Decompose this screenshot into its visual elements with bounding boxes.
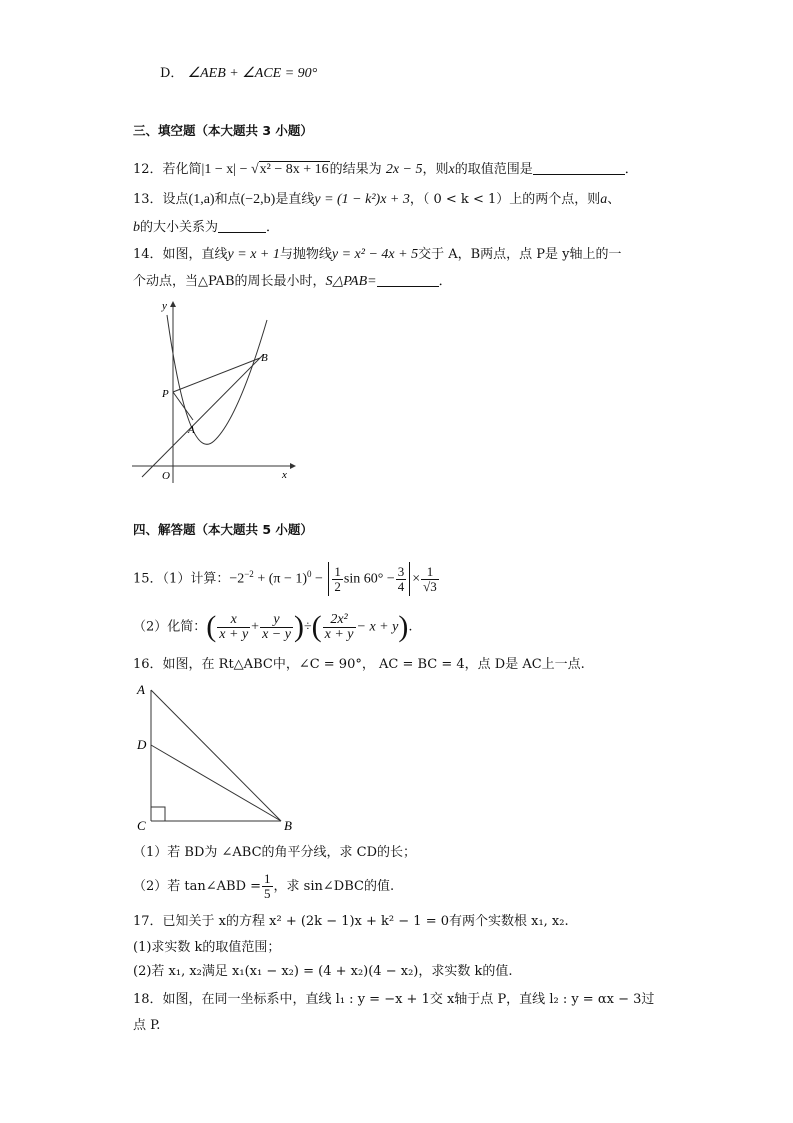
fraction-one-fifth: $\frac{1}{5}$ (264, 871, 271, 901)
q14-parabola-figure (130, 295, 300, 490)
question-16-part-1: （1）若 BD为 ∠ABC的角平分线，求 CD的长； (133, 845, 417, 860)
option-d-expression: ∠AEB + ∠ACE = 90° (187, 66, 318, 81)
label-a: A (188, 424, 195, 436)
label-y: y (162, 300, 167, 312)
question-17-intro: 17．已知关于 x的方程 x² + (2k − 1)x + k² − 1 = 0有两个实数根 x₁, x₂. (133, 914, 569, 929)
segment-pb (173, 358, 260, 392)
question-17-part-1: (1)求实数 k的取值范围； (133, 940, 281, 955)
segment-pa (173, 392, 193, 420)
label-b: B (284, 818, 292, 833)
question-15-part-2: （2）化简：( $\frac{x}{x + y}$ + $\frac{y}{x - y}$ )÷( $\frac{\text{2x²}}{x + y}$ − x + y). (133, 610, 413, 643)
label-x: x (282, 469, 287, 481)
q16-triangle-figure (134, 680, 304, 835)
x-axis-arrow (290, 463, 296, 469)
answer-blank-12[interactable] (533, 160, 625, 175)
question-18-line-1: 18．如图，在同一坐标系中，直线 l₁ : y = −x + 1交 x轴于点 P，直线 l₂ : y = αx − 3过 (133, 992, 655, 1007)
option-d: D． ∠AEB + ∠ACE = 90° (160, 66, 318, 81)
right-angle-mark (151, 807, 165, 821)
section-4-title: 四、解答题（本大题共 5 小题） (133, 522, 313, 537)
line-y-x-plus-1 (142, 355, 263, 477)
fraction-one-half: $\frac{1}{2}$ (334, 563, 341, 594)
fraction-three-quarters: $\frac{3}{4}$ (397, 563, 405, 594)
answer-blank-14[interactable] (377, 272, 439, 287)
question-13-line-1: 13．设点(1,a)和点(−2,b)是直线y = (1 − k²)x + 3，（ 0 < k < 1）上的两个点，则a、 (133, 192, 621, 207)
section-3-title: 三、填空题（本大题共 3 小题） (133, 123, 313, 138)
answer-blank-13[interactable] (218, 218, 266, 233)
fraction-one-over-root-three: $\frac{1}{√3}$ (423, 563, 437, 594)
question-16-part-2: （2）若 tan∠ABD = $\frac{1}{5}$ ，求 sin∠DBC的值. (133, 871, 395, 901)
parabola-curve (167, 315, 267, 444)
question-18-line-2: 点 P. (133, 1018, 161, 1033)
label-p: P (162, 388, 169, 400)
question-17-part-2: (2)若 x₁, x₂满足 x₁(x₁ − x₂) = (4 + x₂)(4 − x₂)，求实数 k的值. (133, 964, 513, 979)
label-c: C (137, 818, 146, 833)
question-14-line-2: 个动点，当△PAB的周长最小时，S△PAB= ． (133, 274, 452, 289)
segment-db (151, 745, 281, 821)
label-b: B (261, 352, 268, 364)
q12-radicand: x² − 8x + 16 (259, 162, 329, 177)
label-d: D (137, 737, 147, 752)
side-ab (151, 690, 281, 821)
question-13-line-2: b的大小关系为 ． (133, 220, 280, 235)
label-o: O (162, 470, 170, 482)
y-axis-arrow (170, 301, 176, 307)
question-16-intro: 16．如图，在 Rt△ABC中，∠C = 90°， AC = BC = 4，点 D是 AC上一点. (133, 657, 585, 672)
question-12: 12．若化简|1 − x| − √x² − 8x + 16的结果为 2x − 5，则x的取值范围是 ． (133, 162, 638, 177)
question-14-line-1: 14．如图，直线y = x + 1与抛物线y = x² − 4x + 5交于 A，B两点，点 P是 y轴上的一 (133, 247, 622, 262)
label-a: A (137, 682, 145, 697)
question-15-part-1: 15．（1）计算：$-2^{-2} + (\pi - 1)^0$ − $\frac{1}{2}$ sin 60° − $\frac{3}{4}$ × $\frac{1}{√3}$ (133, 562, 440, 596)
